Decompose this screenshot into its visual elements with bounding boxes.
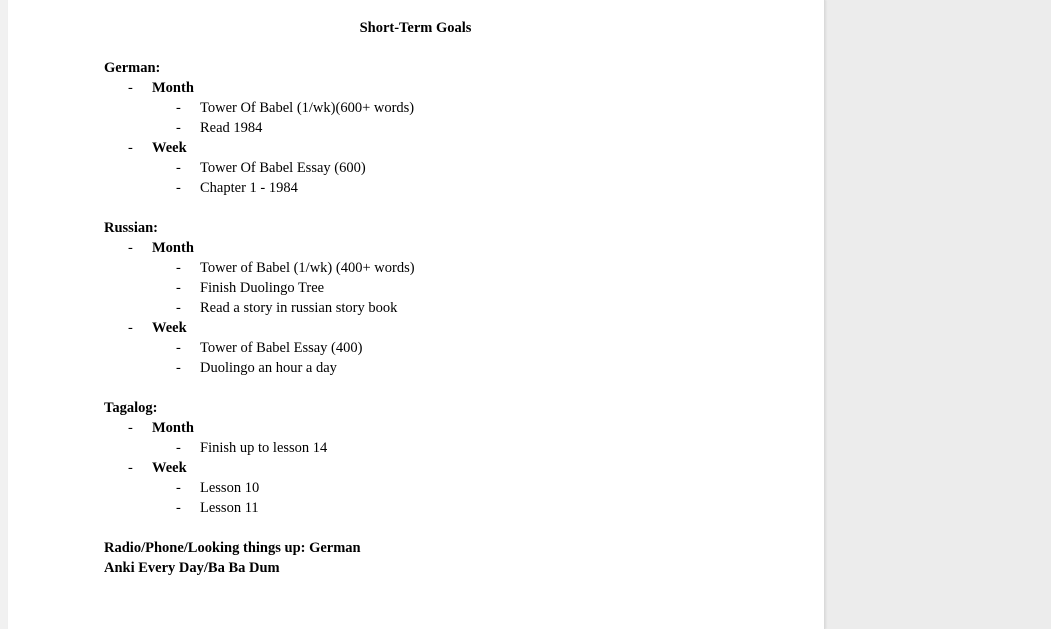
list-item-label: Week	[152, 320, 187, 336]
list-item-week	[104, 458, 724, 478]
list-item	[104, 258, 724, 278]
list-item-text: Finish Duolingo Tree	[200, 280, 325, 296]
blank-line	[104, 198, 724, 218]
list-item-text: Tower of Babel (1/wk) (400+ words)	[200, 260, 415, 276]
bullet-dash: -	[176, 500, 181, 516]
blank-line	[104, 518, 724, 538]
list-item-label: Month	[152, 240, 194, 256]
list-item-month	[104, 418, 724, 438]
list-item-label: Month	[152, 420, 194, 436]
list-item	[104, 278, 724, 298]
bullet-dash: -	[128, 320, 133, 336]
section-heading-german: German:	[104, 60, 161, 76]
document-page[interactable]	[8, 0, 825, 629]
list-item	[104, 338, 724, 358]
list-item	[104, 358, 724, 378]
list-item-text: Read 1984	[200, 120, 263, 136]
bullet-dash: -	[176, 280, 181, 296]
list-item-text: Tower Of Babel (1/wk)(600+ words)	[200, 100, 415, 116]
bullet-dash: -	[176, 100, 181, 116]
list-item	[104, 478, 724, 498]
list-item	[104, 158, 724, 178]
left-gutter	[0, 0, 8, 629]
bullet-dash: -	[128, 420, 133, 436]
list-item-text: Lesson 10	[200, 480, 260, 496]
list-item-label: Month	[152, 80, 194, 96]
list-item-text: Tower Of Babel Essay (600)	[200, 160, 366, 176]
list-item	[104, 98, 724, 118]
bullet-dash: -	[176, 160, 181, 176]
list-item-text: Finish up to lesson 14	[200, 440, 328, 456]
bullet-dash: -	[128, 140, 133, 156]
document-title: Short-Term Goals	[359, 20, 472, 36]
note-line: Anki Every Day/Ba Ba Dum	[104, 560, 280, 576]
list-item-month	[104, 238, 724, 258]
list-item	[104, 298, 724, 318]
bullet-dash: -	[176, 480, 181, 496]
list-item-week	[104, 138, 724, 158]
list-item-text: Duolingo an hour a day	[200, 360, 337, 376]
list-item-week	[104, 318, 724, 338]
list-item-month	[104, 78, 724, 98]
bullet-dash: -	[176, 360, 181, 376]
list-item-text: Tower of Babel Essay (400)	[200, 340, 363, 356]
list-item	[104, 438, 724, 458]
bullet-dash: -	[176, 120, 181, 136]
list-item-label: Week	[152, 460, 187, 476]
bullet-dash: -	[176, 300, 181, 316]
bullet-dash: -	[128, 460, 133, 476]
list-item-label: Week	[152, 140, 187, 156]
section-heading-tagalog: Tagalog:	[104, 400, 158, 416]
bullet-dash: -	[176, 340, 181, 356]
note-line: Radio/Phone/Looking things up: German	[104, 540, 361, 556]
blank-line	[104, 378, 724, 398]
bullet-dash: -	[176, 180, 181, 196]
list-item-text: Lesson 11	[200, 500, 259, 516]
list-item	[104, 118, 724, 138]
bullet-dash: -	[176, 260, 181, 276]
list-item	[104, 498, 724, 518]
document-body[interactable]	[104, 18, 724, 578]
bullet-dash: -	[128, 240, 133, 256]
list-item	[104, 178, 724, 198]
bullet-dash: -	[128, 80, 133, 96]
section-heading-russian: Russian:	[104, 220, 158, 236]
bullet-dash: -	[176, 440, 181, 456]
list-item-text: Read a story in russian story book	[200, 300, 398, 316]
list-item-text: Chapter 1 - 1984	[200, 180, 298, 196]
